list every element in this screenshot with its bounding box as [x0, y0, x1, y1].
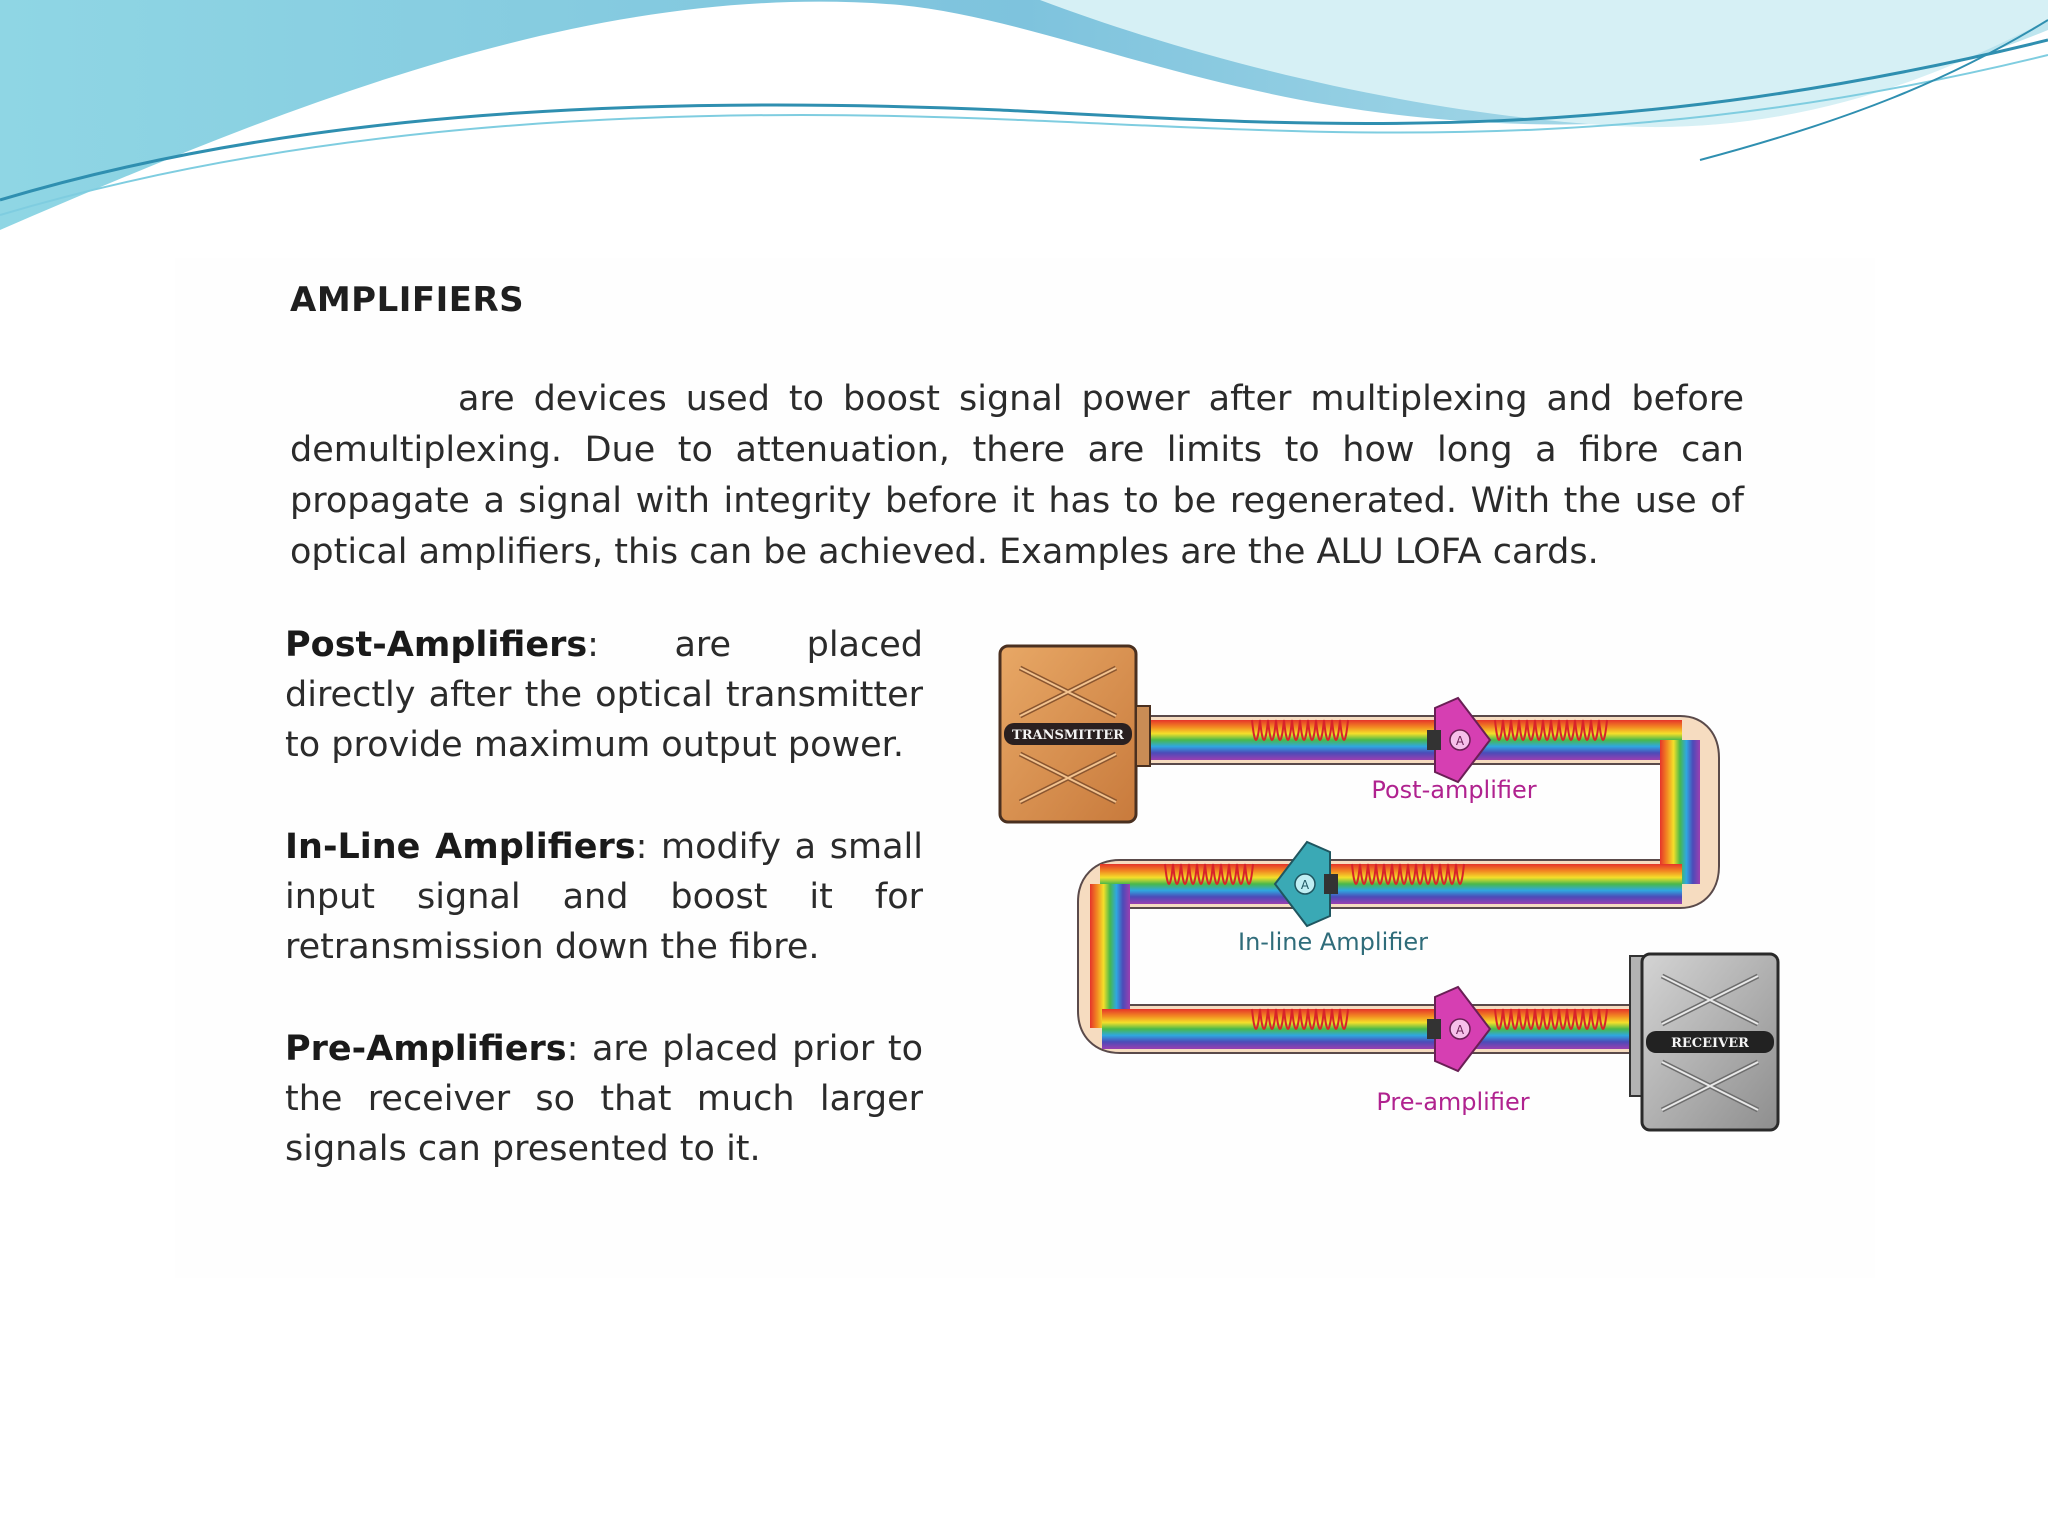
pre-amplifier-icon	[1427, 987, 1490, 1071]
post-amplifier-label: Post-amplifier	[1371, 776, 1537, 804]
pre-amplifier-text: : are placed prior to the receiver so that much larger signals can presented to it.	[285, 1029, 923, 1169]
post-amplifier-description	[285, 620, 923, 770]
transmitter-label: TRANSMITTER	[1012, 728, 1124, 743]
page-title: AMPLIFIERS	[290, 280, 525, 320]
pre-amplifier-label: Pre-amplifier	[1376, 1088, 1530, 1116]
transmitter-box	[1000, 646, 1150, 822]
svg-text:A: A	[1455, 1023, 1465, 1037]
receiver-box	[1630, 954, 1778, 1130]
intro-paragraph: are devices used to boost signal power after multiplexing and before demultiplexing. Due to attenuation, there are limits to how long a fibre can propagate a signal with integrity before it has to be regenerated. With the use of optical amplifiers, this can be achieved. Examples are the ALU LOFA cards.	[290, 379, 1744, 572]
inline-amplifier-text: : modify a small input signal and boost it for retransmission down the fibre.	[285, 827, 923, 967]
header-wave-decoration	[0, 0, 2048, 240]
inline-amplifier-icon	[1275, 842, 1338, 926]
svg-text:A: A	[1300, 878, 1310, 892]
svg-text:A: A	[1455, 734, 1465, 748]
post-amplifier-term: Post-Amplifiers	[285, 625, 588, 665]
post-amplifier-text: : are placed directly after the optical transmitter to provide maximum output power.	[285, 625, 923, 765]
post-amplifier-icon	[1427, 698, 1490, 782]
receiver-label: RECEIVER	[1671, 1036, 1749, 1051]
inline-amplifier-label: In-line Amplifier	[1237, 928, 1429, 956]
inline-amplifier-description	[285, 822, 923, 972]
pre-amplifier-description	[285, 1024, 923, 1174]
amplifier-diagram	[990, 636, 1780, 1146]
pre-amplifier-term: Pre-Amplifiers	[285, 1029, 567, 1069]
inline-amplifier-term: In-Line Amplifiers	[285, 827, 636, 867]
